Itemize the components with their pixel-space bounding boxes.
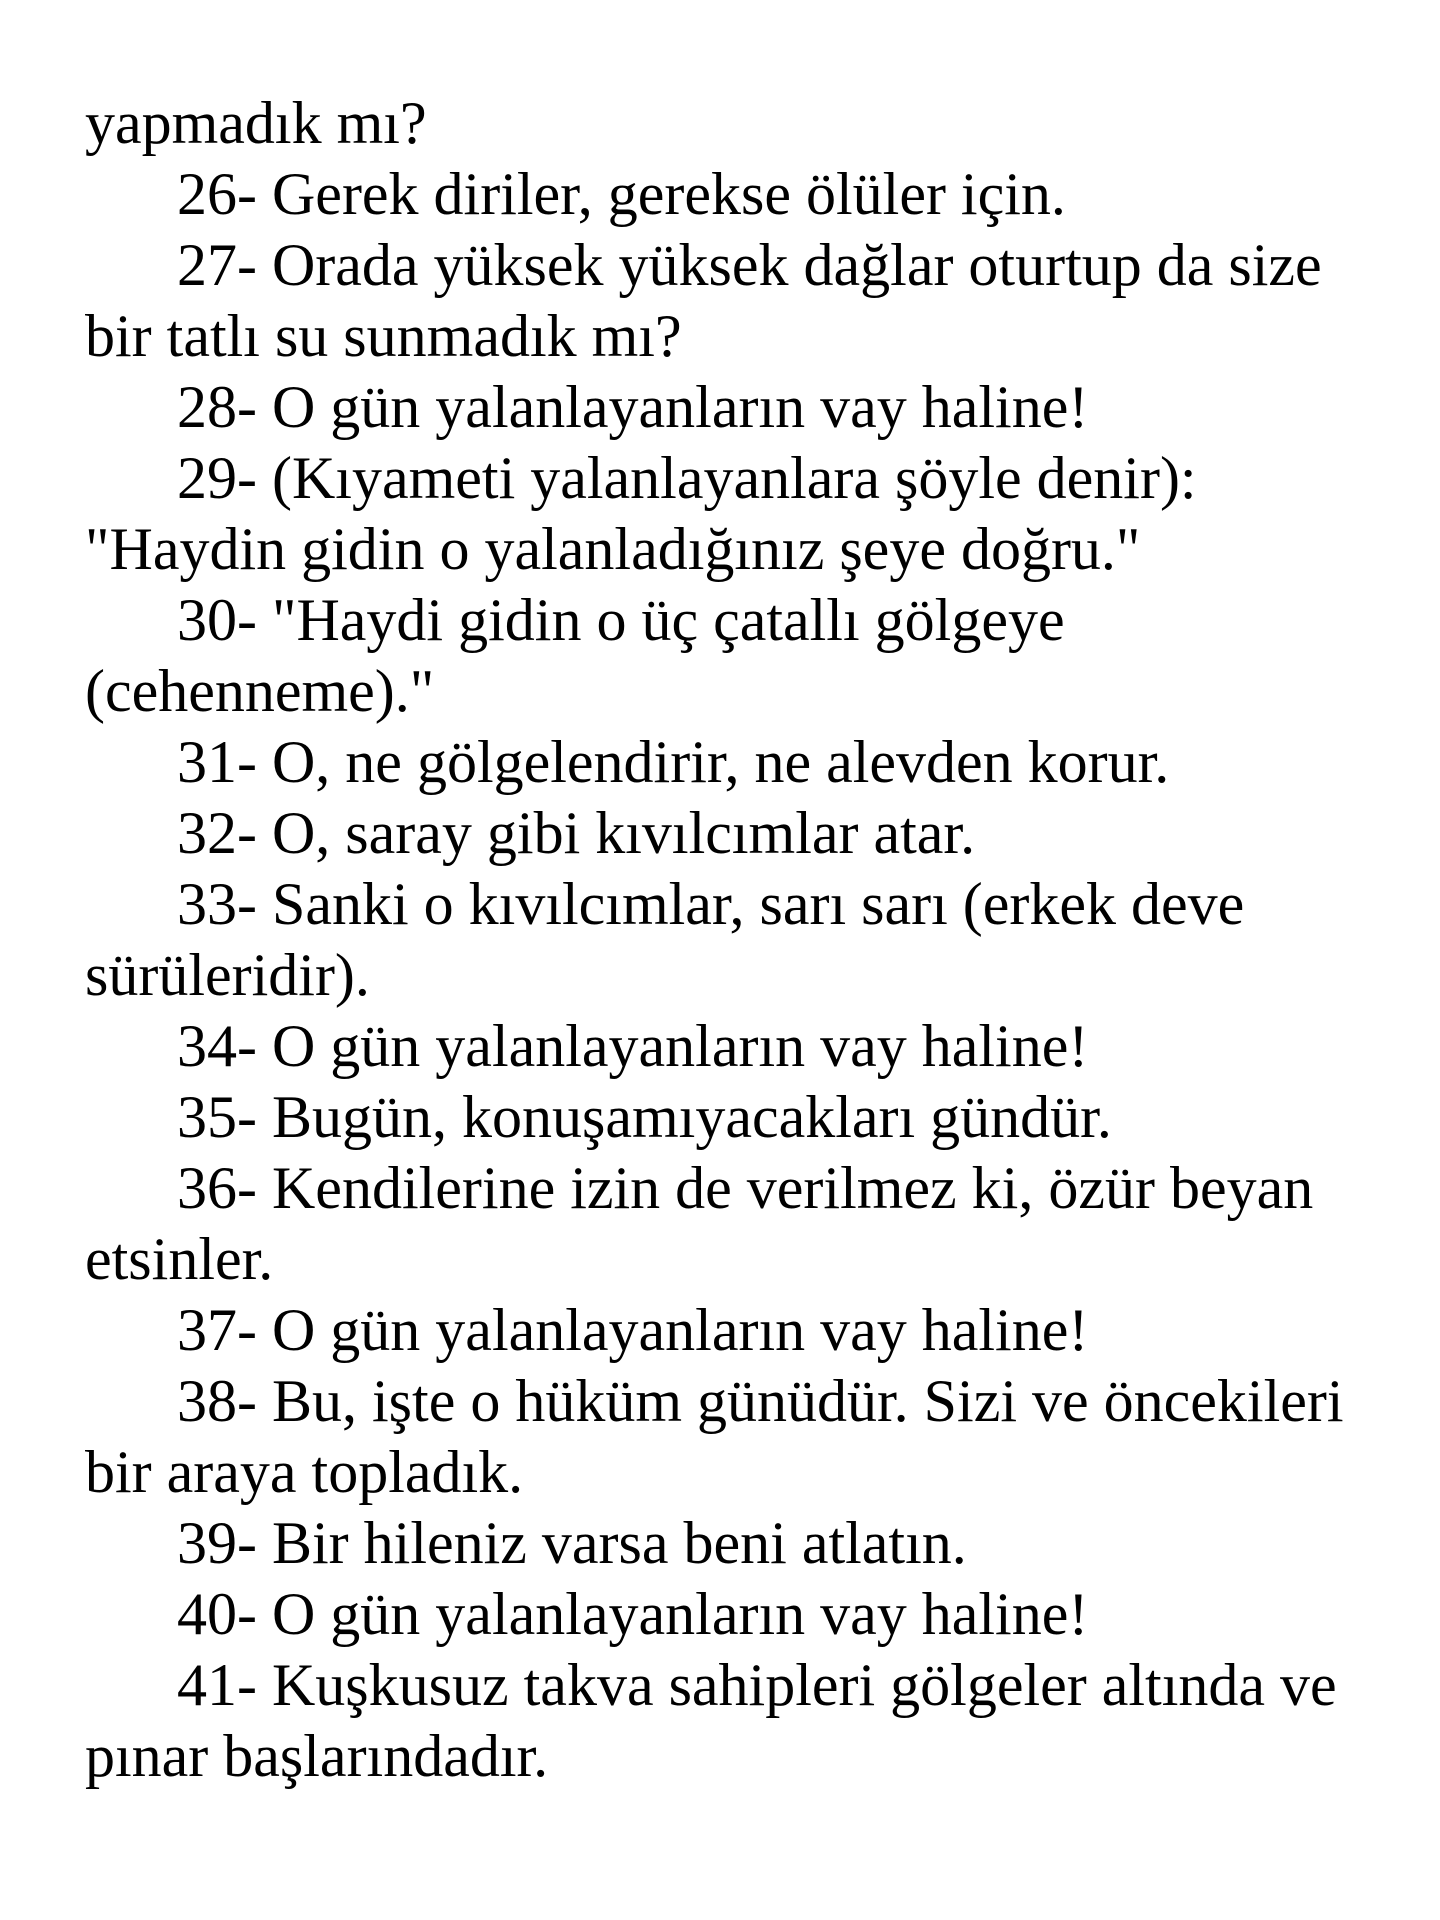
verse-37: 37- O gün yalanlayanların vay haline!: [177, 1297, 1089, 1363]
verse-27: 27- Orada yüksek yüksek dağlar oturtup da size bir tatlı su sunmadık mı?: [85, 232, 1322, 369]
verse-34: 34- O gün yalanlayanların vay haline!: [177, 1013, 1089, 1079]
verse-26: 26- Gerek diriler, gerekse ölüler için.: [177, 161, 1066, 227]
verse-28: 28- O gün yalanlayanların vay haline!: [177, 374, 1089, 440]
document-page: [85, 88, 1385, 1792]
paragraph-continuation: yapmadık mı?: [85, 90, 427, 156]
verse-40: 40- O gün yalanlayanların vay haline!: [177, 1581, 1089, 1647]
verse-36: 36- Kendilerine izin de verilmez ki, özür beyan etsinler.: [85, 1155, 1314, 1292]
verse-39: 39- Bir hileniz varsa beni atlatın.: [177, 1510, 967, 1576]
verse-31: 31- O, ne gölgelendirir, ne alevden korur.: [177, 729, 1170, 795]
verse-33: 33- Sanki o kıvılcımlar, sarı sarı (erkek deve sürüleridir).: [85, 871, 1245, 1008]
verse-30: 30- "Haydi gidin o üç çatallı gölgeye (cehenneme).": [85, 587, 1065, 724]
verse-32: 32- O, saray gibi kıvılcımlar atar.: [177, 800, 976, 866]
verse-38: 38- Bu, işte o hüküm günüdür. Sizi ve öncekileri bir araya topladık.: [85, 1368, 1344, 1505]
verse-41: 41- Kuşkusuz takva sahipleri gölgeler altında ve pınar başlarındadır.: [85, 1652, 1337, 1789]
verse-29: 29- (Kıyameti yalanlayanlara şöyle denir): "Haydin gidin o yalanladığınız şeye doğru.": [85, 445, 1197, 582]
verse-35: 35- Bugün, konuşamıyacakları gündür.: [177, 1084, 1112, 1150]
